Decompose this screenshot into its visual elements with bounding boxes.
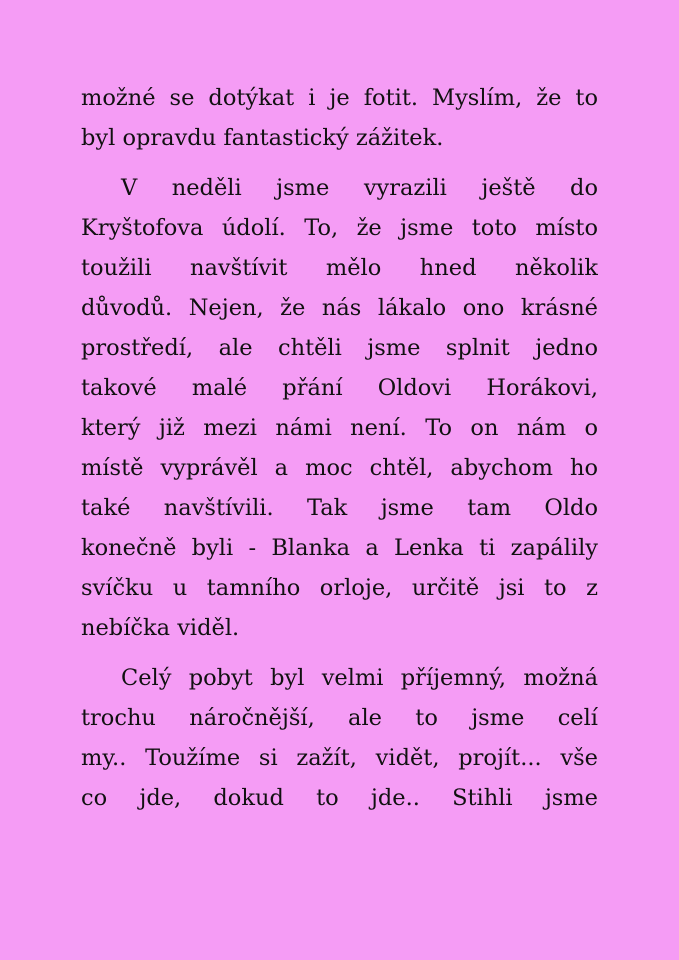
text-line: místě vyprávěl a moc chtěl, abychom ho — [81, 455, 598, 481]
text-line: nebíčka viděl. — [81, 615, 240, 641]
paragraph-2 — [81, 168, 598, 648]
text-line: také navštívili. Tak jsme tam Oldo — [81, 495, 598, 521]
text-line: byl opravdu fantastický zážitek. — [81, 125, 444, 151]
text-line: trochu náročnější, ale to jsme celí — [81, 705, 598, 731]
text-line: my.. Toužíme si zažít, vidět, projít... vše — [81, 745, 598, 771]
text-line: takové malé přání Oldovi Horákovi, — [81, 375, 598, 401]
text-line: konečně byli - Blanka a Lenka ti zapálily — [81, 535, 598, 561]
text-line: co jde, dokud to jde.. Stihli jsme — [81, 785, 598, 811]
paragraph-3 — [81, 658, 598, 818]
text-line: V neděli jsme vyrazili ještě do — [121, 175, 598, 201]
text-line: důvodů. Nejen, že nás lákalo ono krásné — [81, 295, 598, 321]
text-line: Celý pobyt byl velmi příjemný, možná — [121, 665, 598, 691]
text-body — [81, 78, 598, 818]
paragraph-1 — [81, 78, 598, 158]
text-line: Kryštofova údolí. To, že jsme toto místo — [81, 215, 598, 241]
text-line: který již mezi námi není. To on nám o — [81, 415, 598, 441]
text-line: toužili navštívit mělo hned několik — [81, 255, 598, 281]
text-line: možné se dotýkat i je fotit. Myslím, že to — [81, 85, 598, 111]
text-line: svíčku u tamního orloje, určitě jsi to z — [81, 575, 598, 601]
text-line: prostředí, ale chtěli jsme splnit jedno — [81, 335, 598, 361]
